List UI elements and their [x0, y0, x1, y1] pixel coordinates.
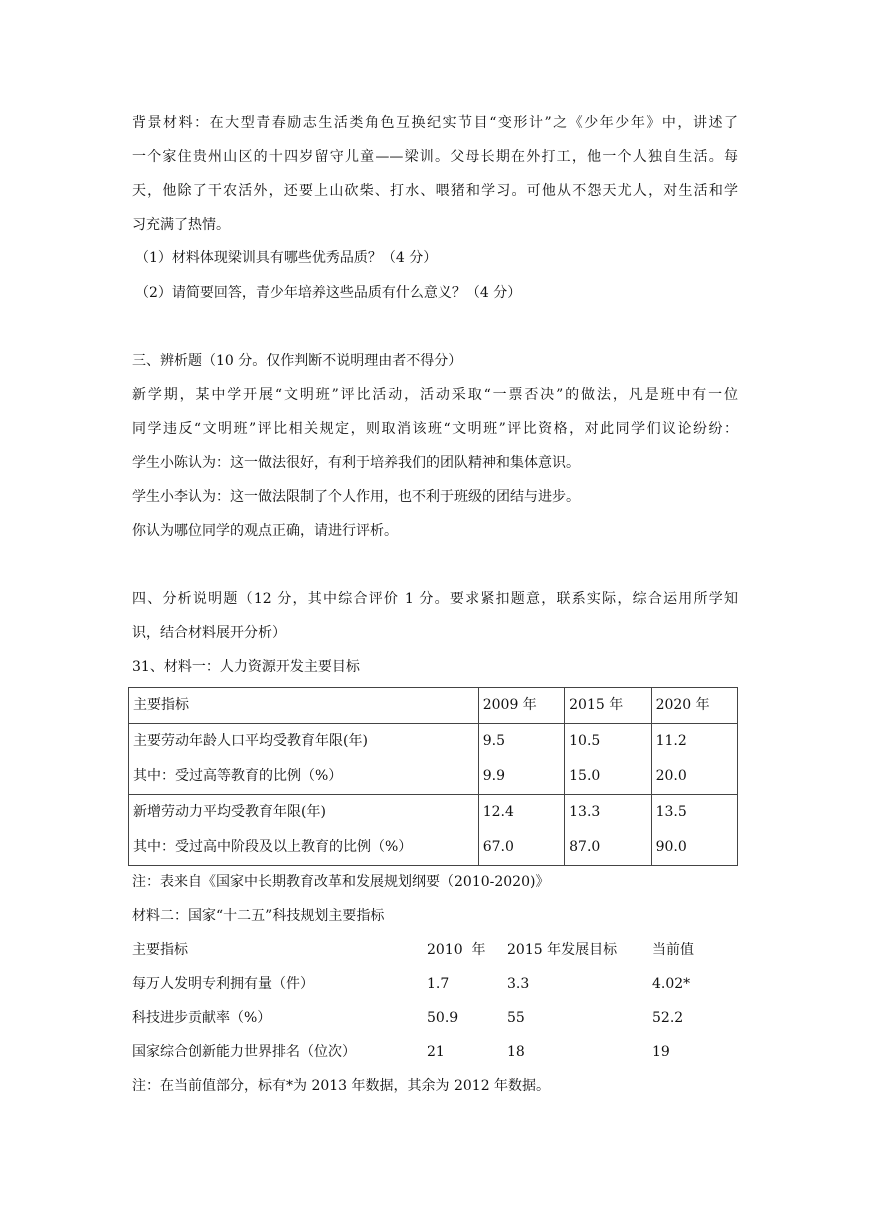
table-cell: 国家综合创新能力世界排名（位次）: [132, 1044, 356, 1060]
table-row: [132, 1042, 752, 1076]
tech-plan-table: [132, 940, 752, 1076]
table-cell: 新增劳动力平均受教育年限(年): [133, 804, 326, 820]
table-cell: 其中：受过高等教育的比例（%）: [133, 768, 343, 784]
table-cell: 90.0: [655, 839, 687, 855]
material2-title: 材料二：国家“十二五”科技规划主要指标: [132, 908, 385, 924]
table-cell: 科技进步贡献率（%）: [132, 1010, 272, 1026]
human-resources-table: [128, 687, 738, 866]
table-header-cell: 2009 年: [482, 697, 537, 713]
table-cell: 其中：受过高中阶段及以上教育的比例（%）: [133, 839, 413, 855]
question-2: （2）请简要回答，青少年培养这些品质有什么意义？（4 分）: [135, 285, 522, 301]
question-1: （1）材料体现梁训具有哪些优秀品质？（4 分）: [135, 250, 438, 266]
table1-note: 注：表来自《国家中长期教育改革和发展规划纲要（2010-2020)》: [132, 874, 550, 890]
table-row: [132, 1008, 752, 1042]
table-cell: 1.7: [427, 976, 450, 992]
section3-line-2: 同学违反“文明班”评比相关规定，则取消该班“文明班”评比资格，对此同学们议论纷纷：: [132, 421, 738, 437]
table-cell: 13.5: [655, 804, 687, 820]
section4-title-line-2: 识，结合材料展开分析）: [132, 625, 286, 641]
table-cell: 67.0: [482, 839, 514, 855]
table-cell: 15.0: [569, 768, 601, 784]
table-cell: 主要劳动年龄人口平均受教育年限(年): [133, 733, 368, 749]
table-header-cell: 2010 年: [427, 942, 486, 958]
section3-title: 三、辨析题（10 分。仅作判断不说明理由者不得分）: [132, 353, 463, 369]
background-line-1: 背景材料：在大型青春励志生活类角色互换纪实节目“变形计”之《少年少年》中，讲述了: [132, 115, 738, 131]
table-cell: 87.0: [569, 839, 601, 855]
table-cell: 55: [507, 1010, 525, 1026]
table-row: [132, 974, 752, 1008]
section3-line-4: 学生小李认为：这一做法限制了个人作用，也不利于班级的团结与进步。: [132, 489, 580, 505]
table-header-cell: 当前值: [652, 942, 694, 958]
table-cell: 4.02*: [652, 976, 691, 992]
section4-title-line-1: 四、分析说明题（12 分，其中综合评价 1 分。要求紧扣题意，联系实际，综合运用所学知: [132, 591, 738, 607]
table-cell: 20.0: [655, 768, 687, 784]
table-cell: 21: [427, 1044, 445, 1060]
table-header-cell: 2015 年发展目标: [507, 942, 618, 958]
table-cell: 11.2: [655, 733, 687, 749]
table-header-cell: 2015 年: [569, 697, 624, 713]
table-cell: 50.9: [427, 1010, 459, 1026]
table-cell: 52.2: [652, 1010, 684, 1026]
table-cell: 13.3: [569, 804, 601, 820]
table-row: [129, 795, 738, 866]
table-header-row: [129, 688, 738, 724]
table2-note: 注：在当前值部分，标有*为 2013 年数据，其余为 2012 年数据。: [132, 1078, 551, 1094]
table-cell: 9.5: [482, 733, 505, 749]
background-line-3: 天，他除了干农活外，还要上山砍柴、打水、喂猪和学习。可他从不怨天尤人，对生活和学: [132, 183, 738, 199]
table-header-row: [132, 940, 752, 974]
table-header-cell: 主要指标: [133, 697, 189, 713]
table-cell: 18: [507, 1044, 525, 1060]
section3-line-5: 你认为哪位同学的观点正确，请进行评析。: [132, 523, 398, 539]
background-line-2: 一个家住贵州山区的十四岁留守儿童——梁训。父母长期在外打工，他一个人独自生活。每: [132, 149, 738, 165]
table-cell: 每万人发明专利拥有量（件）: [132, 976, 314, 992]
table-header-cell: 主要指标: [132, 942, 188, 958]
table-cell: 10.5: [569, 733, 601, 749]
material1-title: 31、材料一：人力资源开发主要目标: [132, 659, 360, 675]
table-row: [129, 724, 738, 795]
table-cell: 12.4: [482, 804, 514, 820]
table-header-cell: 2020 年: [655, 697, 710, 713]
background-line-4: 习充满了热情。: [132, 217, 230, 233]
table-cell: 9.9: [482, 768, 505, 784]
section3-line-3: 学生小陈认为：这一做法很好，有利于培养我们的团队精神和集体意识。: [132, 455, 580, 471]
table-cell: 3.3: [507, 976, 530, 992]
section3-line-1: 新学期，某中学开展“文明班”评比活动，活动采取“一票否决”的做法，凡是班中有一位: [132, 387, 738, 403]
table-cell: 19: [652, 1044, 670, 1060]
